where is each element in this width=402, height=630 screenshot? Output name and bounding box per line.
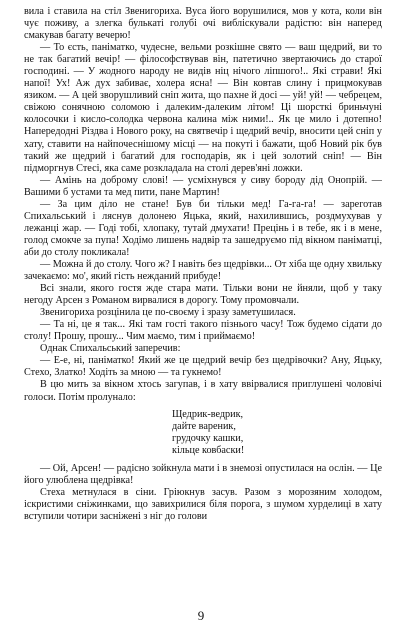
paragraph: — Амінь на доброму слові! — усміхнувся у сиву бороду дід Онопрій. — Вашими б устами та мед пити, пане Мартин! [24,174,382,198]
paragraph: Всі знали, якого гостя жде стара мати. Тільки вони не йняли, щоб у таку негоду Арсен з Романом вирвалися в дорогу. Тому промовчали. [24,283,382,307]
body-text-lower [24,463,382,523]
paragraph: — За цим діло не стане! Був би тільки мед! Га-га-га! — зареготав Спихальський і ляснув долонею Яцька, який, нахилившись, роздмухував у лежанці жар. — Годі тобі, хлопаку, тутай дмухати! Прецінь і в тебе, як і в мене, голод смокче за пупа! Ходімо лишень надвір та зашедруємо під вікном паніматці, аби до столу покликала! [24,198,382,258]
paragraph: Однак Спихальський заперечив: [40,343,181,355]
verse-line: дайте вареник, [172,420,236,432]
body-text-upper [24,6,382,404]
page-number: 9 [197,608,205,623]
carol-verse [172,409,382,457]
verse-line: Щедрик-ведрик, [172,408,244,420]
paragraph: — Е-е, ні, паніматко! Який же це щедрий вечір без щедрівочки? Ану, Яцьку, Стехо, Златко! Ходіть за мною — та гукнемо! [24,355,382,379]
verse-line: кільце ковбаски! [172,444,245,456]
paragraph: В цю мить за вікном хтось загупав, і в хату ввірвалися приглушені чоловічі голоси. Потім пролунало: [24,379,382,403]
paragraph: Звенигориха розцінила це по-своєму і зразу заметушилася. [40,307,296,319]
verse-line: грудочку кашки, [172,432,244,444]
paragraph: Стеха метнулася в сіни. Гріюкнув засув. Разом з морозяним холодом, іскристими сніжинками, що завихрилися біля порога, з шумом хурделиці в хату вступили чотири засніжені з ніг до голови [24,486,382,522]
paragraph: — Ой, Арсен! — радісно зойкнула мати і в знемозі опустилася на ослін. — Це його улюблена щедрівка! [24,462,382,486]
paragraph: вила і ставила на стіл Звенигориха. Вуса його ворушилися, мов у кота, коли він чує поживу, а злегка булькаті голубі очі вибліскували радістю: він наперед смакував багату вечерю! [24,6,382,42]
paragraph: — Та ні, це я так... Які там гості такого пізнього часу! Тож будемо сідати до столу! Прошу, прошу... Чим маємо, тим і приймаємо! [24,319,382,343]
paragraph: — Можна й до столу. Чого ж? І навіть без щедрівки... От хіба ще одну хвильку зачекаємо: мо', який гість нежданий прибуде! [24,258,382,283]
paragraph: — То єсть, паніматко, чудесне, вельми розкішне свято — ваш щедрий, ви то не так багатий вечір! — філософствував він, патетично звертаючись до старої господині. — У жодного народу не видів ніц нічого ліпшого!.. Які страви! Які напої! Ух! Аж дух забиває, холера ясна! — Він ковтав слину і прицмокував язиком. — А цей зворушливий сніп жита, що пахне й досі — уй! уй! — чебрецем, свіжою сонячною соломою і далеким-далеким літом! Ці шорсткі бриньчуні колосочки і кисло-солодка червона калина між ними!.. Як це мило і дотепно! Напередодні Різдва і Нового року, на святвечір і щедрий вечір, вносити цей сніп у хату, ставити на найпочеснішому місці — на покуті і бажати, щоб Новий рік був такий же щедрий і багатий для господарів, як і цей золотий сніп! — Він підморгнув Стесі, яка саме розкладала на столі дерев'яні ложки. [24,42,382,174]
